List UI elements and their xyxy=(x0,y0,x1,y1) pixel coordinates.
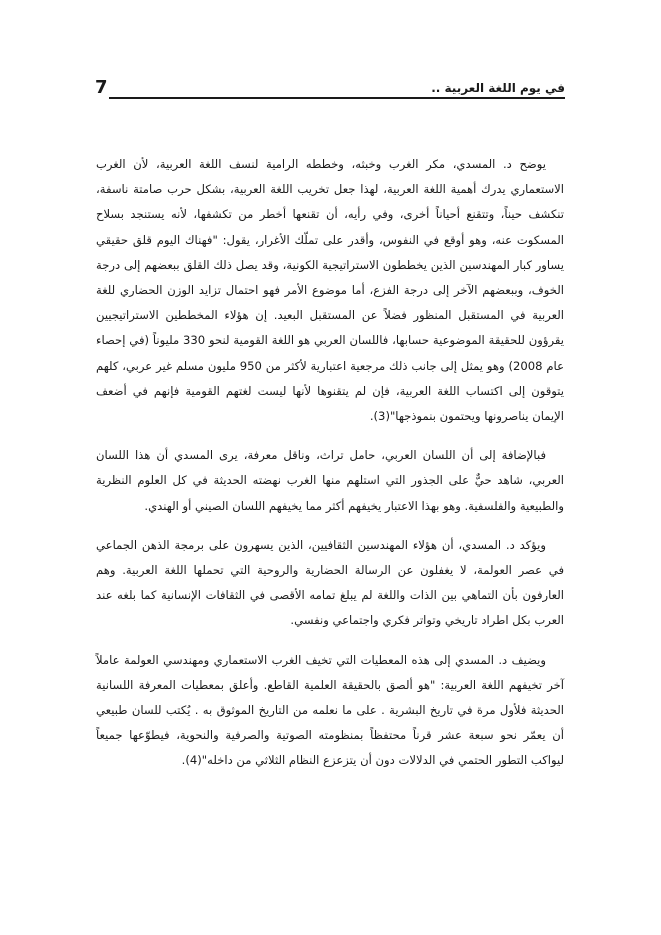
header-rule xyxy=(109,97,565,99)
page-number: 7 xyxy=(95,77,108,98)
paragraph: ويضيف د. المسدي إلى هذه المعطيات التي تخيف الغرب الاستعماري ومهندسي العولمة عاملاً آخر تخيفهم اللغة العربية: "هو ألصق بالحقيقة العلمية القاطع. وأعلق بمعطيات المعرفة اللسانية الحديثة فلأول مرة في تاريخ البشرية . على ما نعلمه من التاريخ الموثوق به . يُكتب للسان طبيعي أن يعمّر نحو سبعة عشر قرناً محتفظاً بمنظومته الصوتية والصرفية والنحوية، فيطوّعها جميعاً ليواكب التطور الحتمي في الدلالات دون أن يتزعزع النظام الثلاثي من داخله"(4). xyxy=(96,652,564,768)
paragraph: يوضح د. المسدي، مكر الغرب وخبثه، وخططه الرامية لنسف اللغة العربية، لأن الغرب الاستعماري يدرك أهمية اللغة العربية، لهذا جعل تخريب اللغة العربية، بشكل حرب صامتة ناسفة، تنكشف حيناً، وتتقنع أحياناً أخرى، وفي رأيه، أن تقنعها أخطر من تكشفها، لأنه يستنجد بسلاح المسكوت عنه، وهو أوقع في النفوس، وأقدر على تملّك الأغرار، يقول: "فهناك اليوم قلق حقيقي يساور كبار المهندسين الذين يخططون الاستراتيجية الكونية، وقد يصل ذلك القلق ببعضهم إلى درجة الخوف، وببعضهم الآخر إلى درجة الفزع، أما موضوع الأمر فهو احتمال تزايد الوزن الحضاري للغة العربية في المستقبل المنظور فضلاً عن المستقبل البعيد. إن هؤلاء المخططين الاستراتيجيين يقرؤون للحقيقة الموضوعية حسابها، فاللسان العربي هو اللغة القومية لنحو 330 مليوناً (في إحصاء عام 2008) وهو يمثل إلى جانب ذلك مرجعية اعتبارية لأكثر من 950 مليون مسلم غير عربي، كلهم يتوقون إلى اكتساب اللغة العربية، فإن لم يتقنوها لأنها ليست لغتهم القومية فإنهم في أضعف الإيمان يناصرونها ويحتمون بنموذجها"(3). xyxy=(96,157,564,424)
paragraph: ويؤكد د. المسدي، أن هؤلاء المهندسين الثقافيين، الذين يسهرون على برمجة الذهن الجماعي في عصر العولمة، لا يغفلون عن الرسالة الحضارية والروحية التي تحملها اللغة العربية. وهم العارفون بأن التماهي بين الذات واللغة لم يبلغ تمامه الأقصى في الثقافات الإنسانية كما بلغه عند العرب بكل اطراد تاريخي وتواتر فكري واجتماعي ونفسي. xyxy=(96,537,564,628)
body-text xyxy=(96,152,564,788)
running-title: في يوم اللغة العربية .. xyxy=(431,81,565,95)
paragraph: فبالإضافة إلى أن اللسان العربي، حامل تراث، وناقل معرفة، يرى المسدي أن هذا اللسان العربي، شاهد حيٌّ على الجذور التي استلهم منها الغرب نهضته الحديثة في كل العلوم النظرية والطبيعية والفلسفية. وهو بهذا الاعتبار يخيفهم أكثر مما يخيفهم اللسان الصيني أو الهندي. xyxy=(96,448,564,513)
page-header xyxy=(95,78,565,104)
